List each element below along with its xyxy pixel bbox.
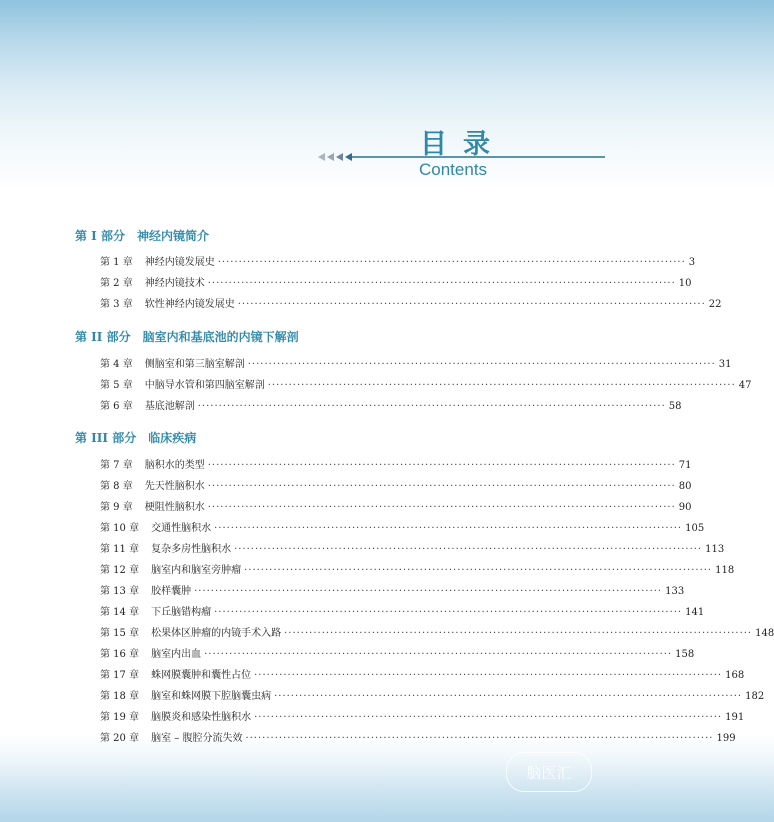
chapter-number: 第 8 章	[100, 481, 133, 492]
dot-leader: ················································································································	[207, 278, 676, 289]
chapter-title: 松果体区肿瘤的内镜手术入路	[151, 628, 282, 639]
chapter-title: 软性神经内镜发展史	[144, 299, 235, 310]
toc-row[interactable]	[100, 708, 745, 723]
toc-row[interactable]	[100, 376, 752, 391]
chapter-number: 第 4 章	[100, 359, 133, 370]
part-title: 脑室内和基底池的内镜下解剖	[142, 330, 299, 344]
chapter-title: 神经内镜技术	[144, 278, 205, 289]
dot-leader: ················································································································	[197, 401, 666, 412]
chapter-number: 第 3 章	[100, 299, 133, 310]
chapter-number: 第 6 章	[100, 401, 133, 412]
dot-leader: ················································································································	[207, 460, 676, 471]
toc-row[interactable]	[100, 624, 774, 639]
chapter-number: 第 2 章	[100, 278, 133, 289]
chapter-title: 蛛网膜囊肿和囊性占位	[151, 670, 252, 681]
part-label: 第 III 部分	[75, 431, 137, 445]
dot-leader: ················································································································	[254, 670, 723, 681]
chapter-title: 下丘脑错构瘤	[151, 607, 212, 618]
chapter-number: 第 10 章	[100, 523, 140, 534]
dot-leader: ················································································································	[207, 502, 676, 513]
page-number: 191	[725, 712, 745, 723]
chapter-title: 脑室内出血	[151, 649, 202, 660]
watermark-logo: 脑医汇	[506, 752, 592, 792]
page-number: 47	[738, 380, 752, 391]
toc-row[interactable]	[100, 274, 692, 289]
chapter-title: 梗阻性脑积水	[144, 502, 205, 513]
toc-row[interactable]	[100, 603, 705, 618]
page-number: 148	[755, 628, 774, 639]
page-number: 90	[678, 502, 692, 513]
chapter-title: 中脑导水管和第四脑室解剖	[144, 380, 265, 391]
chapter-number: 第 19 章	[100, 712, 140, 723]
toc-row[interactable]	[100, 645, 695, 660]
chapter-title: 胶样囊肿	[151, 586, 192, 597]
page-number: 133	[665, 586, 685, 597]
chapter-number: 第 11 章	[100, 544, 140, 555]
dot-leader: ················································································································	[214, 607, 683, 618]
chapter-number: 第 9 章	[100, 502, 133, 513]
page-number: 105	[685, 523, 705, 534]
chapter-number: 第 5 章	[100, 380, 133, 391]
page-number: 182	[745, 691, 765, 702]
chapter-number: 第 17 章	[100, 670, 140, 681]
chapter-title: 脑积水的类型	[144, 460, 205, 471]
page-number: 80	[678, 481, 692, 492]
toc-row[interactable]	[100, 498, 692, 513]
dot-leader: ················································································································	[234, 544, 703, 555]
dot-leader: ················································································································	[217, 257, 686, 268]
chapter-number: 第 20 章	[100, 733, 140, 744]
page-number: 31	[718, 359, 732, 370]
toc-row[interactable]	[100, 540, 725, 555]
chapter-number: 第 18 章	[100, 691, 140, 702]
chapter-title: 脑室内和脑室旁肿瘤	[151, 565, 242, 576]
part-title: 神经内镜简介	[136, 229, 209, 243]
toc-row[interactable]	[100, 295, 722, 310]
page-number: 71	[678, 460, 692, 471]
page-number: 58	[668, 401, 682, 412]
page-number: 22	[708, 299, 722, 310]
part-heading	[75, 227, 209, 244]
chapter-title: 侧脑室和第三脑室解剖	[144, 359, 245, 370]
page-number: 168	[725, 670, 745, 681]
chapter-number: 第 12 章	[100, 565, 140, 576]
chapter-number: 第 7 章	[100, 460, 133, 471]
dot-leader: ················································································································	[267, 380, 736, 391]
dot-leader: ················································································································	[247, 359, 716, 370]
chapter-title: 先天性脑积水	[144, 481, 205, 492]
dot-leader: ················································································································	[244, 565, 713, 576]
chapter-number: 第 1 章	[100, 257, 133, 268]
chapter-number: 第 13 章	[100, 586, 140, 597]
dot-leader: ················································································································	[245, 733, 714, 744]
toc-row[interactable]	[100, 729, 736, 744]
chapter-title: 基底池解剖	[144, 401, 195, 412]
dot-leader: ················································································································	[214, 523, 683, 534]
dot-leader: ················································································································	[237, 299, 706, 310]
contents-title-zh: 目录	[420, 129, 506, 160]
dot-leader: ················································································································	[284, 628, 753, 639]
toc-row[interactable]	[100, 561, 735, 576]
part-heading	[75, 328, 299, 345]
chapter-title: 复杂多房性脑积水	[151, 544, 232, 555]
dot-leader: ················································································································	[204, 649, 673, 660]
chapter-number: 第 15 章	[100, 628, 140, 639]
toc-row[interactable]	[100, 666, 745, 681]
page-number: 10	[678, 278, 692, 289]
chapter-title: 脑室和蛛网膜下腔脑囊虫病	[151, 691, 272, 702]
page-number: 158	[675, 649, 695, 660]
chapter-number: 第 16 章	[100, 649, 140, 660]
toc-row[interactable]	[100, 519, 705, 534]
dot-leader: ················································································································	[254, 712, 723, 723]
part-title: 临床疾病	[148, 431, 197, 445]
toc-row[interactable]	[100, 582, 685, 597]
page-number: 3	[688, 257, 696, 268]
dot-leader: ················································································································	[274, 691, 743, 702]
page-number: 118	[715, 565, 735, 576]
chapter-title: 交通性脑积水	[151, 523, 212, 534]
chapter-title: 神经内镜发展史	[144, 257, 215, 268]
toc-row[interactable]	[100, 456, 692, 471]
chapter-number: 第 14 章	[100, 607, 140, 618]
part-label: 第 I 部分	[75, 229, 125, 243]
toc-row[interactable]	[100, 253, 696, 268]
page-number: 199	[716, 733, 736, 744]
toc-row[interactable]	[100, 355, 732, 370]
chapter-title: 脑室 – 腹腔分流失效	[151, 733, 243, 744]
dot-leader: ················································································································	[194, 586, 663, 597]
toc-row[interactable]	[100, 477, 692, 492]
part-heading	[75, 429, 196, 446]
toc-row[interactable]	[100, 397, 682, 412]
toc-row[interactable]	[100, 687, 765, 702]
chapter-title: 脑膜炎和感染性脑积水	[151, 712, 252, 723]
contents-title-en: Contents	[419, 160, 488, 179]
part-label: 第 II 部分	[75, 330, 131, 344]
page-number: 113	[705, 544, 725, 555]
dot-leader: ················································································································	[207, 481, 676, 492]
page-number: 141	[685, 607, 705, 618]
